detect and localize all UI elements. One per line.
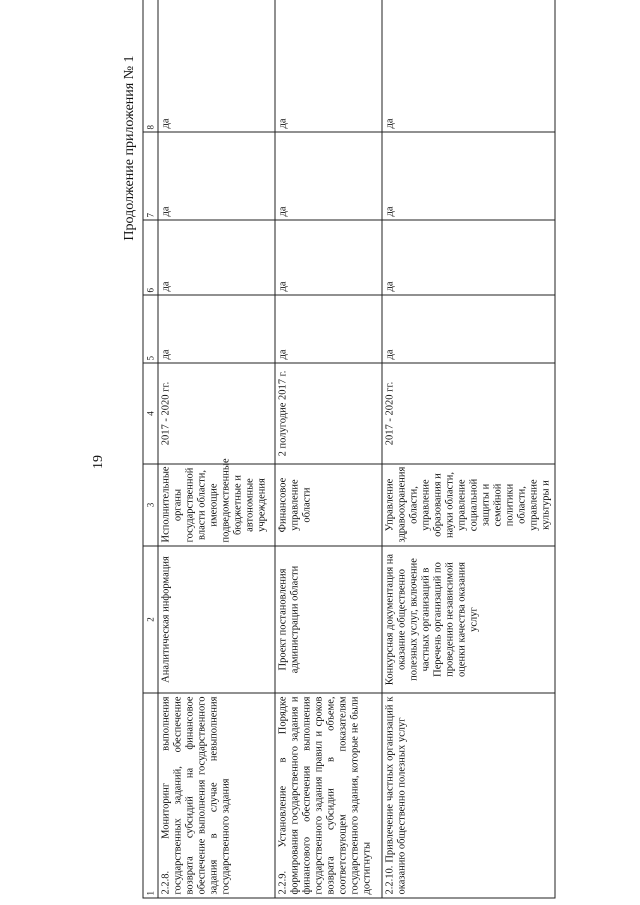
measure-cell: 2.2.10. Привлечение частных организаций к оказанию общественно полезных услуг [382,693,555,898]
result-cell: Проект постановления администрации области [275,546,382,693]
header-col-6: 6 [143,220,158,295]
responsible-cell: Финансовое управление области [275,464,382,546]
table-container [142,38,551,898]
result-cell: Аналитическая информация [158,546,275,693]
header-col-2: 2 [143,546,158,693]
responsible-cell: Исполнительные органы государственной власти области, имеющие подведомственные бюджетные и автономные учреждения [158,464,275,546]
col8-cell: да [158,0,275,132]
col8-cell: да [382,0,555,132]
measure-cell: 2.2.8. Мониторинг выполнения государственных заданий, обеспечение возврата субсидий на финансовое обеспечение выполнения государственного задания в случае невыполнения государственного задания [158,693,275,898]
header-col-5: 5 [143,295,158,363]
col5-cell: да [158,295,275,363]
table-row [158,0,275,898]
header-row [143,0,158,898]
col5-cell: да [275,295,382,363]
table-row [382,0,555,898]
rotated-table [142,38,551,898]
col6-cell: да [158,220,275,295]
page-number: 19 [91,455,106,469]
continuation-heading: Продолжение приложения № 1 [122,55,137,241]
period-cell: 2017 - 2020 гг. [382,363,555,464]
result-cell: Конкурсная документация на оказание общественно полезных услуг, включение частных организаций в Перечень организаций по проведению независимой оценки качества оказания услуг [382,546,555,693]
period-cell: 2017 - 2020 гг. [158,363,275,464]
col5-cell: да [382,295,555,363]
header-col-3: 3 [143,464,158,546]
col6-cell: да [275,220,382,295]
header-col-1: 1 [143,693,158,898]
col8-cell: да [275,0,382,132]
col7-cell: да [382,132,555,220]
period-cell: 2 полугодие 2017 г. [275,363,382,464]
table-row [275,0,382,898]
col7-cell: да [158,132,275,220]
measure-cell: 2.2.9. Установление в Порядке формирования государственного задания и финансового обеспечения выполнения государственного задания правил и сроков возврата субсидии в объеме, соответствующем показателям государственного задания, которые не были достигнуты [275,693,382,898]
col6-cell: да [382,220,555,295]
measures-table [142,0,555,898]
header-col-7: 7 [143,132,158,220]
col7-cell: да [275,132,382,220]
header-col-4: 4 [143,363,158,464]
header-col-8: 8 [143,0,158,132]
responsible-cell: Управление здравоохранения области, управление образования и науки области, управление социальной защиты и семейной политики области, управление культуры и [382,464,555,546]
